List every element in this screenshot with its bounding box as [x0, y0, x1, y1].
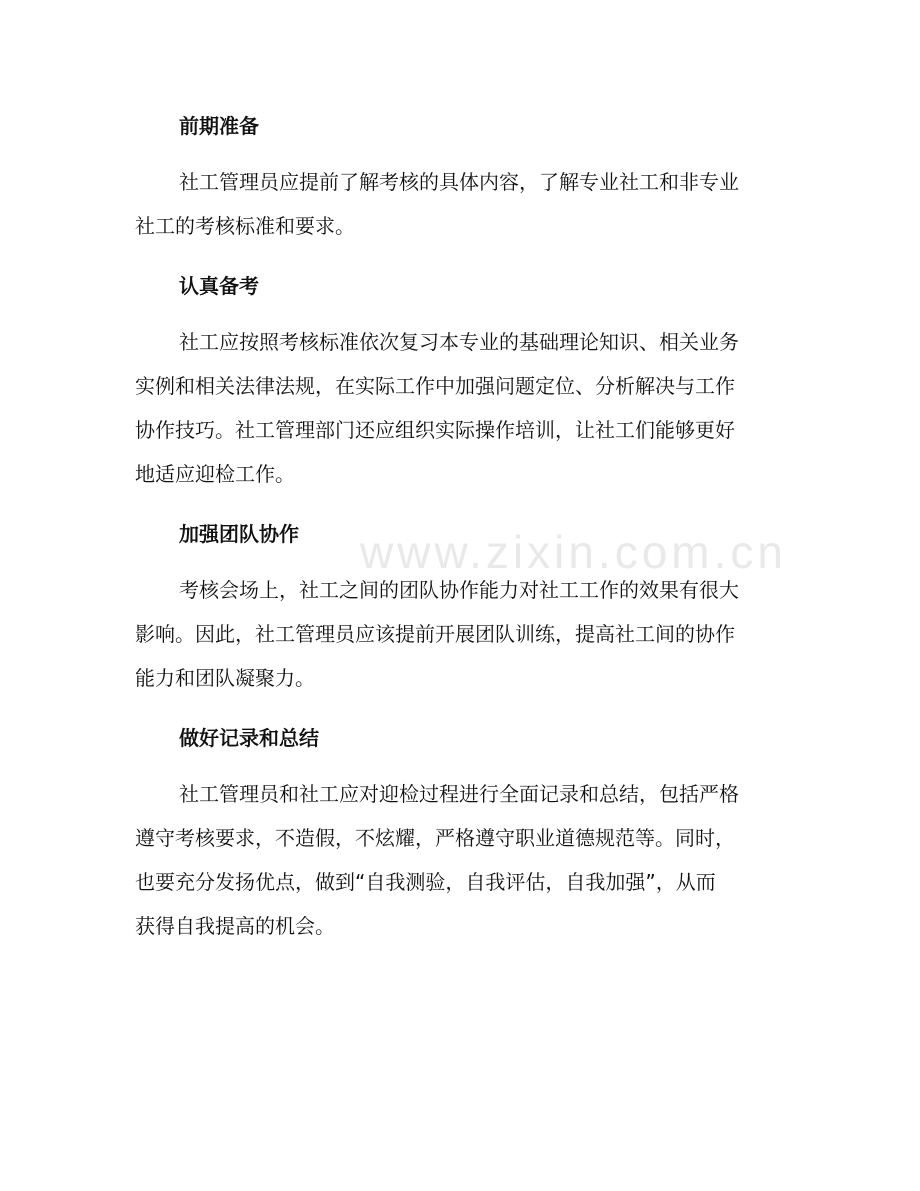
paragraph-line: 影响。因此，社工管理员应该提前开展团队训练，提高社工间的协作: [135, 622, 735, 646]
section-heading: 认真备考: [179, 274, 259, 298]
section-records: [135, 714, 775, 948]
paragraph-line: 获得自我提高的机会。: [135, 914, 335, 938]
section-heading: 做好记录和总结: [179, 726, 319, 750]
section-heading: 加强团队协作: [179, 522, 299, 546]
section-teamwork: [135, 510, 775, 714]
section-paragraph: [135, 772, 775, 948]
section-paragraph: [135, 320, 775, 496]
section-preparation: [135, 102, 775, 262]
paragraph-line: 也要充分发扬优点，做到“自我测验，自我评估，自我加强”，从而: [135, 870, 716, 894]
section-paragraph: [135, 160, 775, 248]
watermark-text: www.zixin.com.cn: [360, 526, 787, 578]
paragraph-line: 社工管理员应提前了解考核的具体内容，了解专业社工和非专业: [179, 170, 739, 194]
paragraph-line: 实例和相关法律法规，在实际工作中加强问题定位、分析解决与工作: [135, 374, 735, 398]
paragraph-line: 地适应迎检工作。: [135, 462, 295, 486]
paragraph-line: 遵守考核要求，不造假，不炫耀，严格遵守职业道德规范等。同时，: [135, 826, 735, 850]
document-body: [135, 102, 775, 948]
paragraph-line: 考核会场上，社工之间的团队协作能力对社工工作的效果有很大: [179, 578, 739, 602]
section-paragraph: [135, 568, 775, 700]
section-study: [135, 262, 775, 510]
paragraph-line: 社工管理员和社工应对迎检过程进行全面记录和总结，包括严格: [179, 782, 739, 806]
paragraph-line: 能力和团队凝聚力。: [135, 666, 315, 690]
paragraph-line: 协作技巧。社工管理部门还应组织实际操作培训，让社工们能够更好: [135, 418, 735, 442]
section-heading: 前期准备: [179, 114, 259, 138]
paragraph-line: 社工应按照考核标准依次复习本专业的基础理论知识、相关业务: [179, 330, 739, 354]
paragraph-line: 社工的考核标准和要求。: [135, 214, 355, 238]
